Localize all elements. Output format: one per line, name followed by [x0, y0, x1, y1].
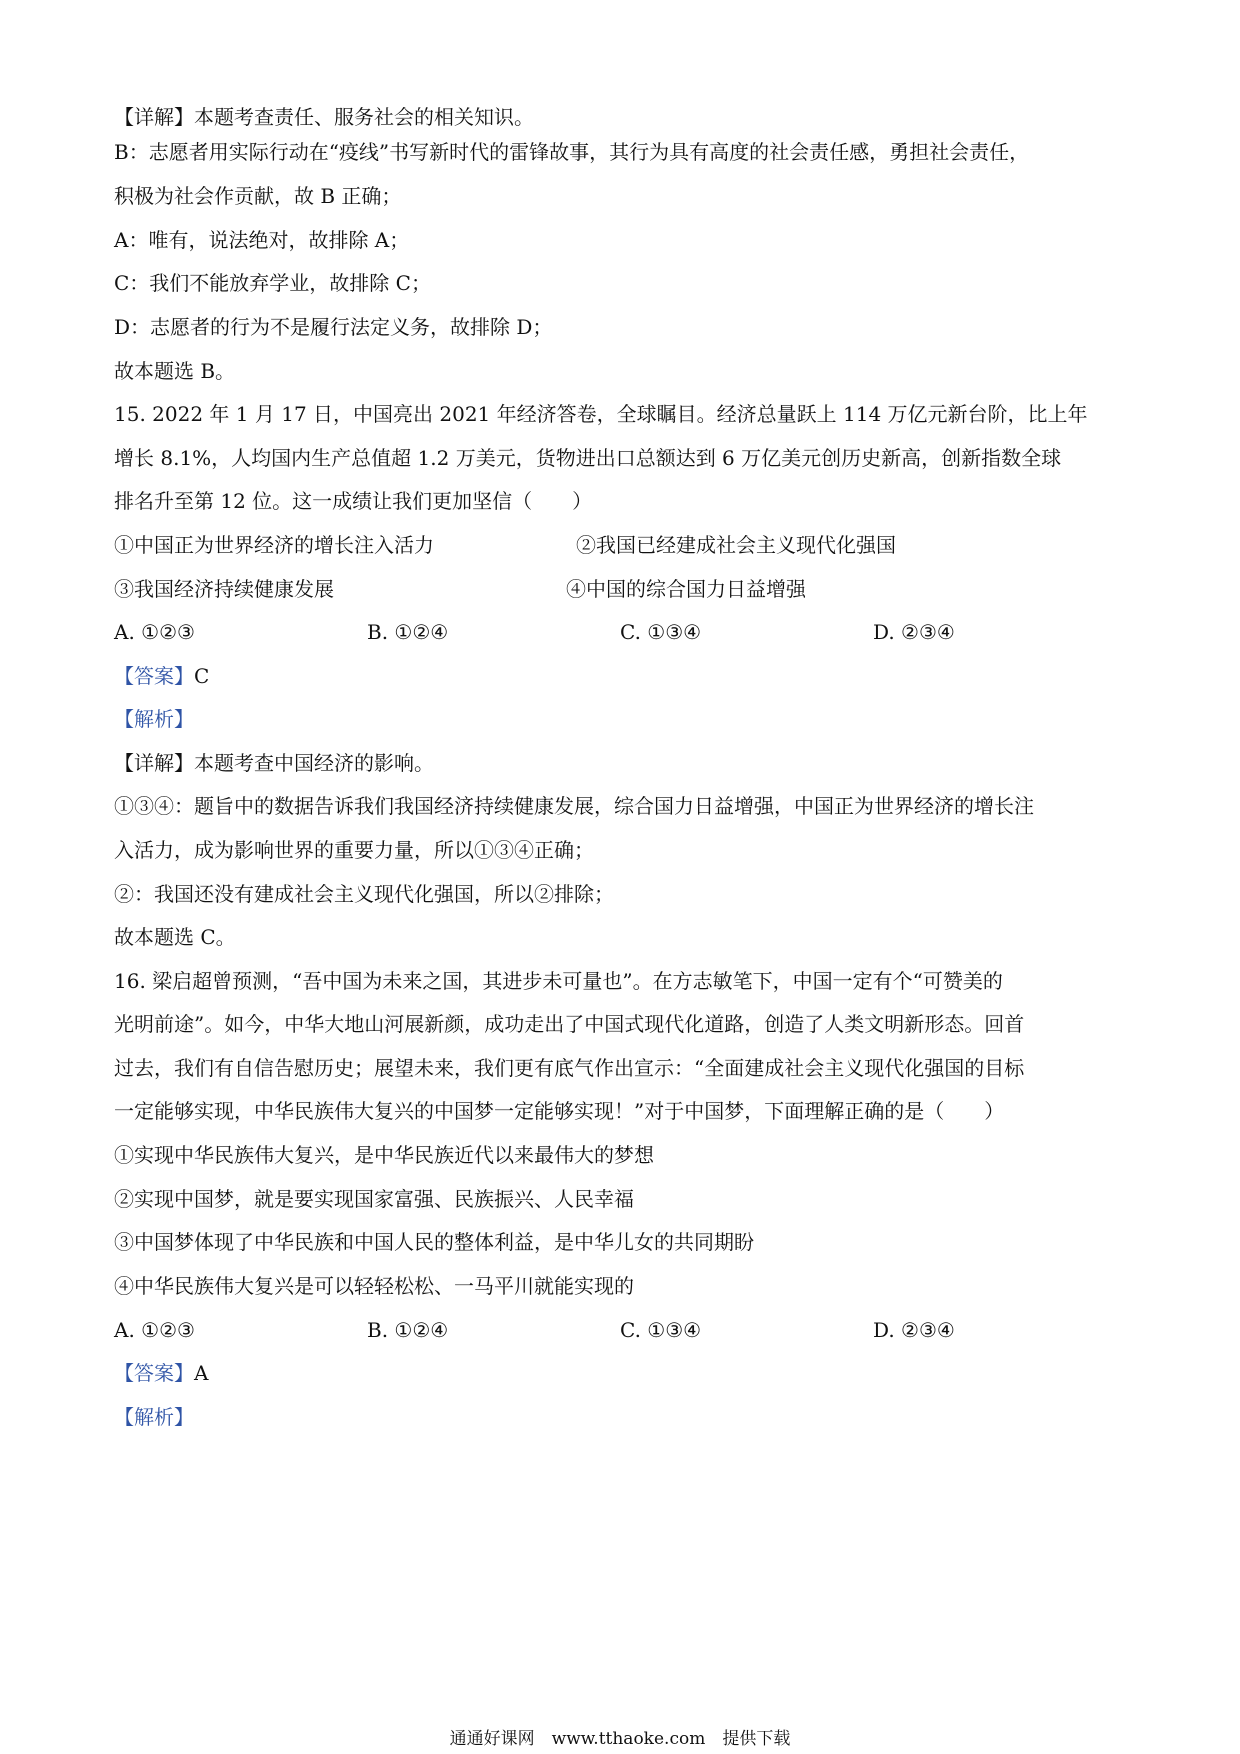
q16-item-3: ③中国梦体现了中华民族和中国人民的整体利益，是中华儿女的共同期盼 [114, 1230, 754, 1254]
q15-detail: 【详解】本题考查中国经济的影响。 [114, 751, 434, 775]
option-b-explanation-line-2: 积极为社会作贡献，故 B 正确； [114, 184, 402, 208]
q16-item-4: ④中华民族伟大复兴是可以轻轻松松、一马平川就能实现的 [114, 1274, 634, 1298]
q15-item-4: ④中国的综合国力日益增强 [566, 577, 806, 601]
q16-stem-line-1: 16. 梁启超曾预测，“吾中国为未来之国，其进步未可量也”。在方志敏笔下，中国一定有个“可赞美的 [114, 969, 1003, 993]
conclusion-line: 故本题选 B。 [114, 359, 236, 383]
q15-answer [114, 663, 1124, 689]
q15-analysis-label: 【解析】 [114, 707, 194, 731]
answer-value: A [194, 1361, 209, 1385]
q16-analysis-label: 【解析】 [114, 1405, 194, 1429]
q16-stem-line-2: 光明前途”。如今，中华大地山河展新颜，成功走出了中国式现代化道路，创造了人类文明新形态。回首 [114, 1012, 1025, 1036]
q15-option-a: A. ①②③ [114, 620, 195, 644]
answer-label: 【答案】 [114, 664, 194, 688]
q15-explanation-line-2: 入活力，成为影响世界的重要力量，所以①③④正确； [114, 838, 594, 862]
q15-option-d: D. ②③④ [873, 620, 955, 644]
q15-stem-line-3: 排名升至第 12 位。这一成绩让我们更加坚信（ ） [114, 489, 593, 513]
q16-stem-line-3: 过去，我们有自信告慰历史；展望未来，我们更有底气作出宣示：“全面建成社会主义现代化强国的目标 [114, 1056, 1025, 1080]
q15-item-3: ③我国经济持续健康发展 [114, 577, 334, 601]
q16-option-c: C. ①③④ [620, 1318, 702, 1342]
q15-explanation-line-1: ①③④：题旨中的数据告诉我们我国经济持续健康发展，综合国力日益增强，中国正为世界经济的增长注 [114, 794, 1034, 818]
q16-stem-line-4: 一定能够实现，中华民族伟大复兴的中国梦一定能够实现！”对于中国梦，下面理解正确的是（ ） [114, 1099, 1005, 1123]
option-d-explanation: D：志愿者的行为不是履行法定义务，故排除 D； [114, 315, 553, 339]
q16-item-2: ②实现中国梦，就是要实现国家富强、民族振兴、人民幸福 [114, 1187, 634, 1211]
q15-option-c: C. ①③④ [620, 620, 702, 644]
q16-option-a: A. ①②③ [114, 1318, 195, 1342]
q16-answer [114, 1360, 1124, 1386]
option-b-explanation-line-1: B：志愿者用实际行动在“疫线”书写新时代的雷锋故事，其行为具有高度的社会责任感，勇担社会责任， [114, 140, 1030, 164]
page-footer: 通通好课网 www.tthaoke.com 提供下载 [449, 1729, 791, 1749]
q16-item-1: ①实现中华民族伟大复兴，是中华民族近代以来最伟大的梦想 [114, 1143, 654, 1167]
option-c-explanation: C：我们不能放弃学业，故排除 C； [114, 271, 431, 295]
q16-option-d: D. ②③④ [873, 1318, 955, 1342]
answer-value: C [194, 664, 210, 688]
q15-option-b: B. ①②④ [367, 620, 449, 644]
q15-explanation-line-3: ②：我国还没有建成社会主义现代化强国，所以②排除； [114, 882, 614, 906]
q15-item-2: ②我国已经建成社会主义现代化强国 [576, 533, 896, 557]
q15-stem-line-2: 增长 8.1%，人均国内生产总值超 1.2 万美元，货物进出口总额达到 6 万亿美元创历史新高，创新指数全球 [114, 446, 1062, 470]
q15-conclusion: 故本题选 C。 [114, 925, 236, 949]
answer-label: 【答案】 [114, 1361, 194, 1385]
q16-option-b: B. ①②④ [367, 1318, 449, 1342]
detail-line: 【详解】本题考查责任、服务社会的相关知识。 [114, 105, 534, 129]
q15-stem-line-1: 15. 2022 年 1 月 17 日，中国亮出 2021 年经济答卷，全球瞩目。经济总量跃上 114 万亿元新台阶，比上年 [114, 402, 1088, 426]
option-a-explanation: A：唯有，说法绝对，故排除 A； [114, 228, 410, 252]
q15-item-1: ①中国正为世界经济的增长注入活力 [114, 533, 434, 557]
